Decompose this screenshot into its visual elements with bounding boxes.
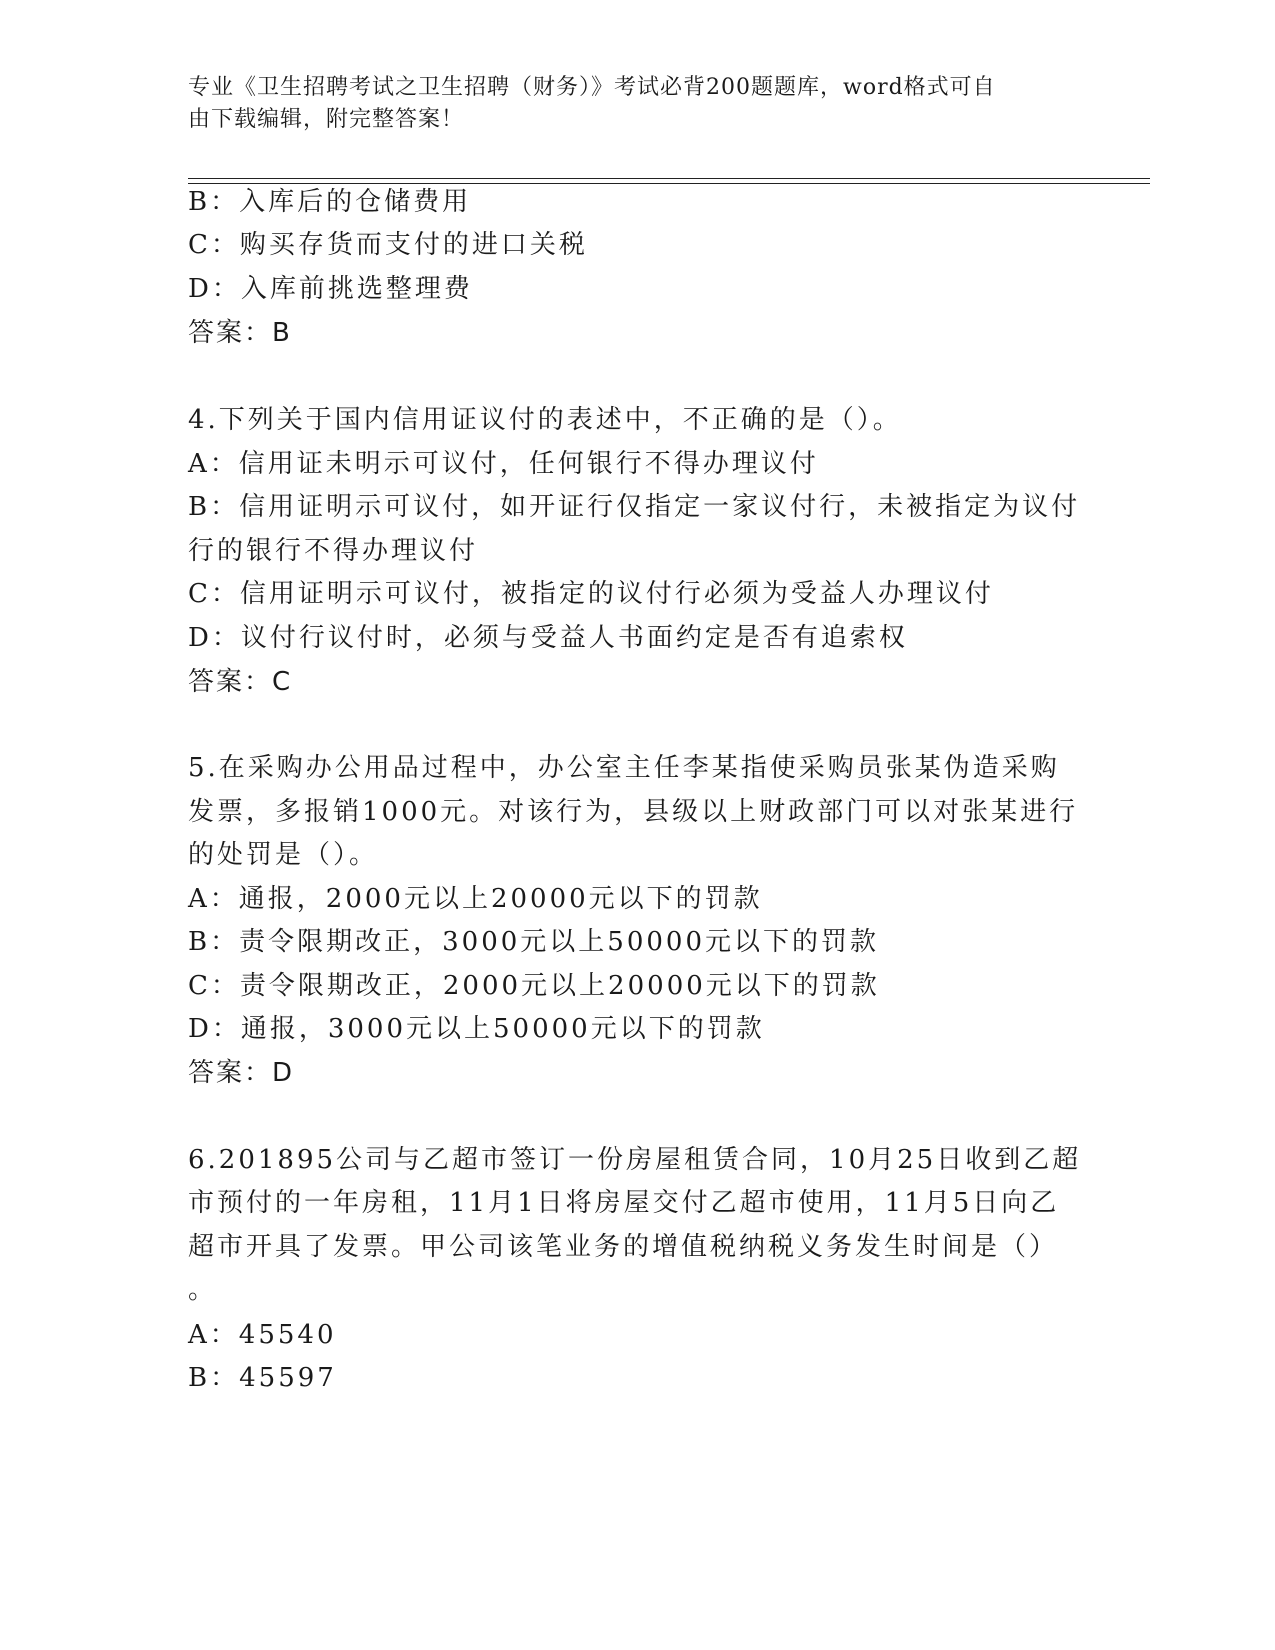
q6-option-a: A：45540 (188, 1320, 337, 1350)
document-header (188, 72, 1068, 136)
q5-option-b: B：责令限期改正，3000元以上50000元以下的罚款 (188, 927, 879, 957)
q5-option-d: D：通报，3000元以上50000元以下的罚款 (188, 1014, 765, 1044)
q4-option-a: A：信用证未明示可议付，任何银行不得办理议付 (188, 449, 819, 479)
q3-option-c: C：购买存货而支付的进口关税 (188, 230, 588, 260)
q3-option-d: D：入库前挑选整理费 (188, 274, 473, 304)
q4-option-c: C：信用证明示可议付，被指定的议付行必须为受益人办理议付 (188, 579, 994, 609)
q5-stem-line-1: 5.在采购办公用品过程中，办公室主任李某指使采购员张某伪造采购 (188, 753, 1060, 783)
q5-answer: 答案：D (188, 1058, 295, 1088)
q4-answer: 答案：C (188, 667, 293, 697)
q5-stem-line-3: 的处罚是（）。 (188, 840, 379, 870)
q4-option-b-line-2: 行的银行不得办理议付 (188, 536, 479, 566)
q5-option-a: A：通报，2000元以上20000元以下的罚款 (188, 884, 763, 914)
header-line-1: 专业《卫生招聘考试之卫生招聘（财务）》考试必背200题题库，word格式可自 (188, 75, 996, 100)
q4-option-d: D：议付行议付时，必须与受益人书面约定是否有追索权 (188, 623, 908, 653)
header-divider-top (188, 178, 1150, 179)
q5-stem-line-2: 发票，多报销1000元。对该行为，县级以上财政部门可以对张某进行 (188, 797, 1079, 827)
q5-option-c: C：责令限期改正，2000元以上20000元以下的罚款 (188, 971, 880, 1001)
q4-stem: 4.下列关于国内信用证议付的表述中，不正确的是（）。 (188, 405, 902, 435)
q6-stem-line-4: 。 (188, 1275, 218, 1305)
q6-stem-line-1: 6.201895公司与乙超市签订一份房屋租赁合同，10月25日收到乙超 (188, 1145, 1082, 1175)
q6-option-b: B：45597 (188, 1363, 337, 1393)
q3-option-b: B：入库后的仓储费用 (188, 187, 472, 217)
q3-answer: 答案：B (188, 318, 292, 348)
q6-stem-line-2: 市预付的一年房租，11月1日将房屋交付乙超市使用，11月5日向乙 (188, 1188, 1060, 1218)
header-line-2: 由下载编辑，附完整答案！ (188, 107, 465, 132)
q6-stem-line-3: 超市开具了发票。甲公司该笔业务的增值税纳税义务发生时间是（） (188, 1232, 1059, 1262)
q4-option-b-line-1: B：信用证明示可议付，如开证行仅指定一家议付行，未被指定为议付 (188, 492, 1081, 522)
